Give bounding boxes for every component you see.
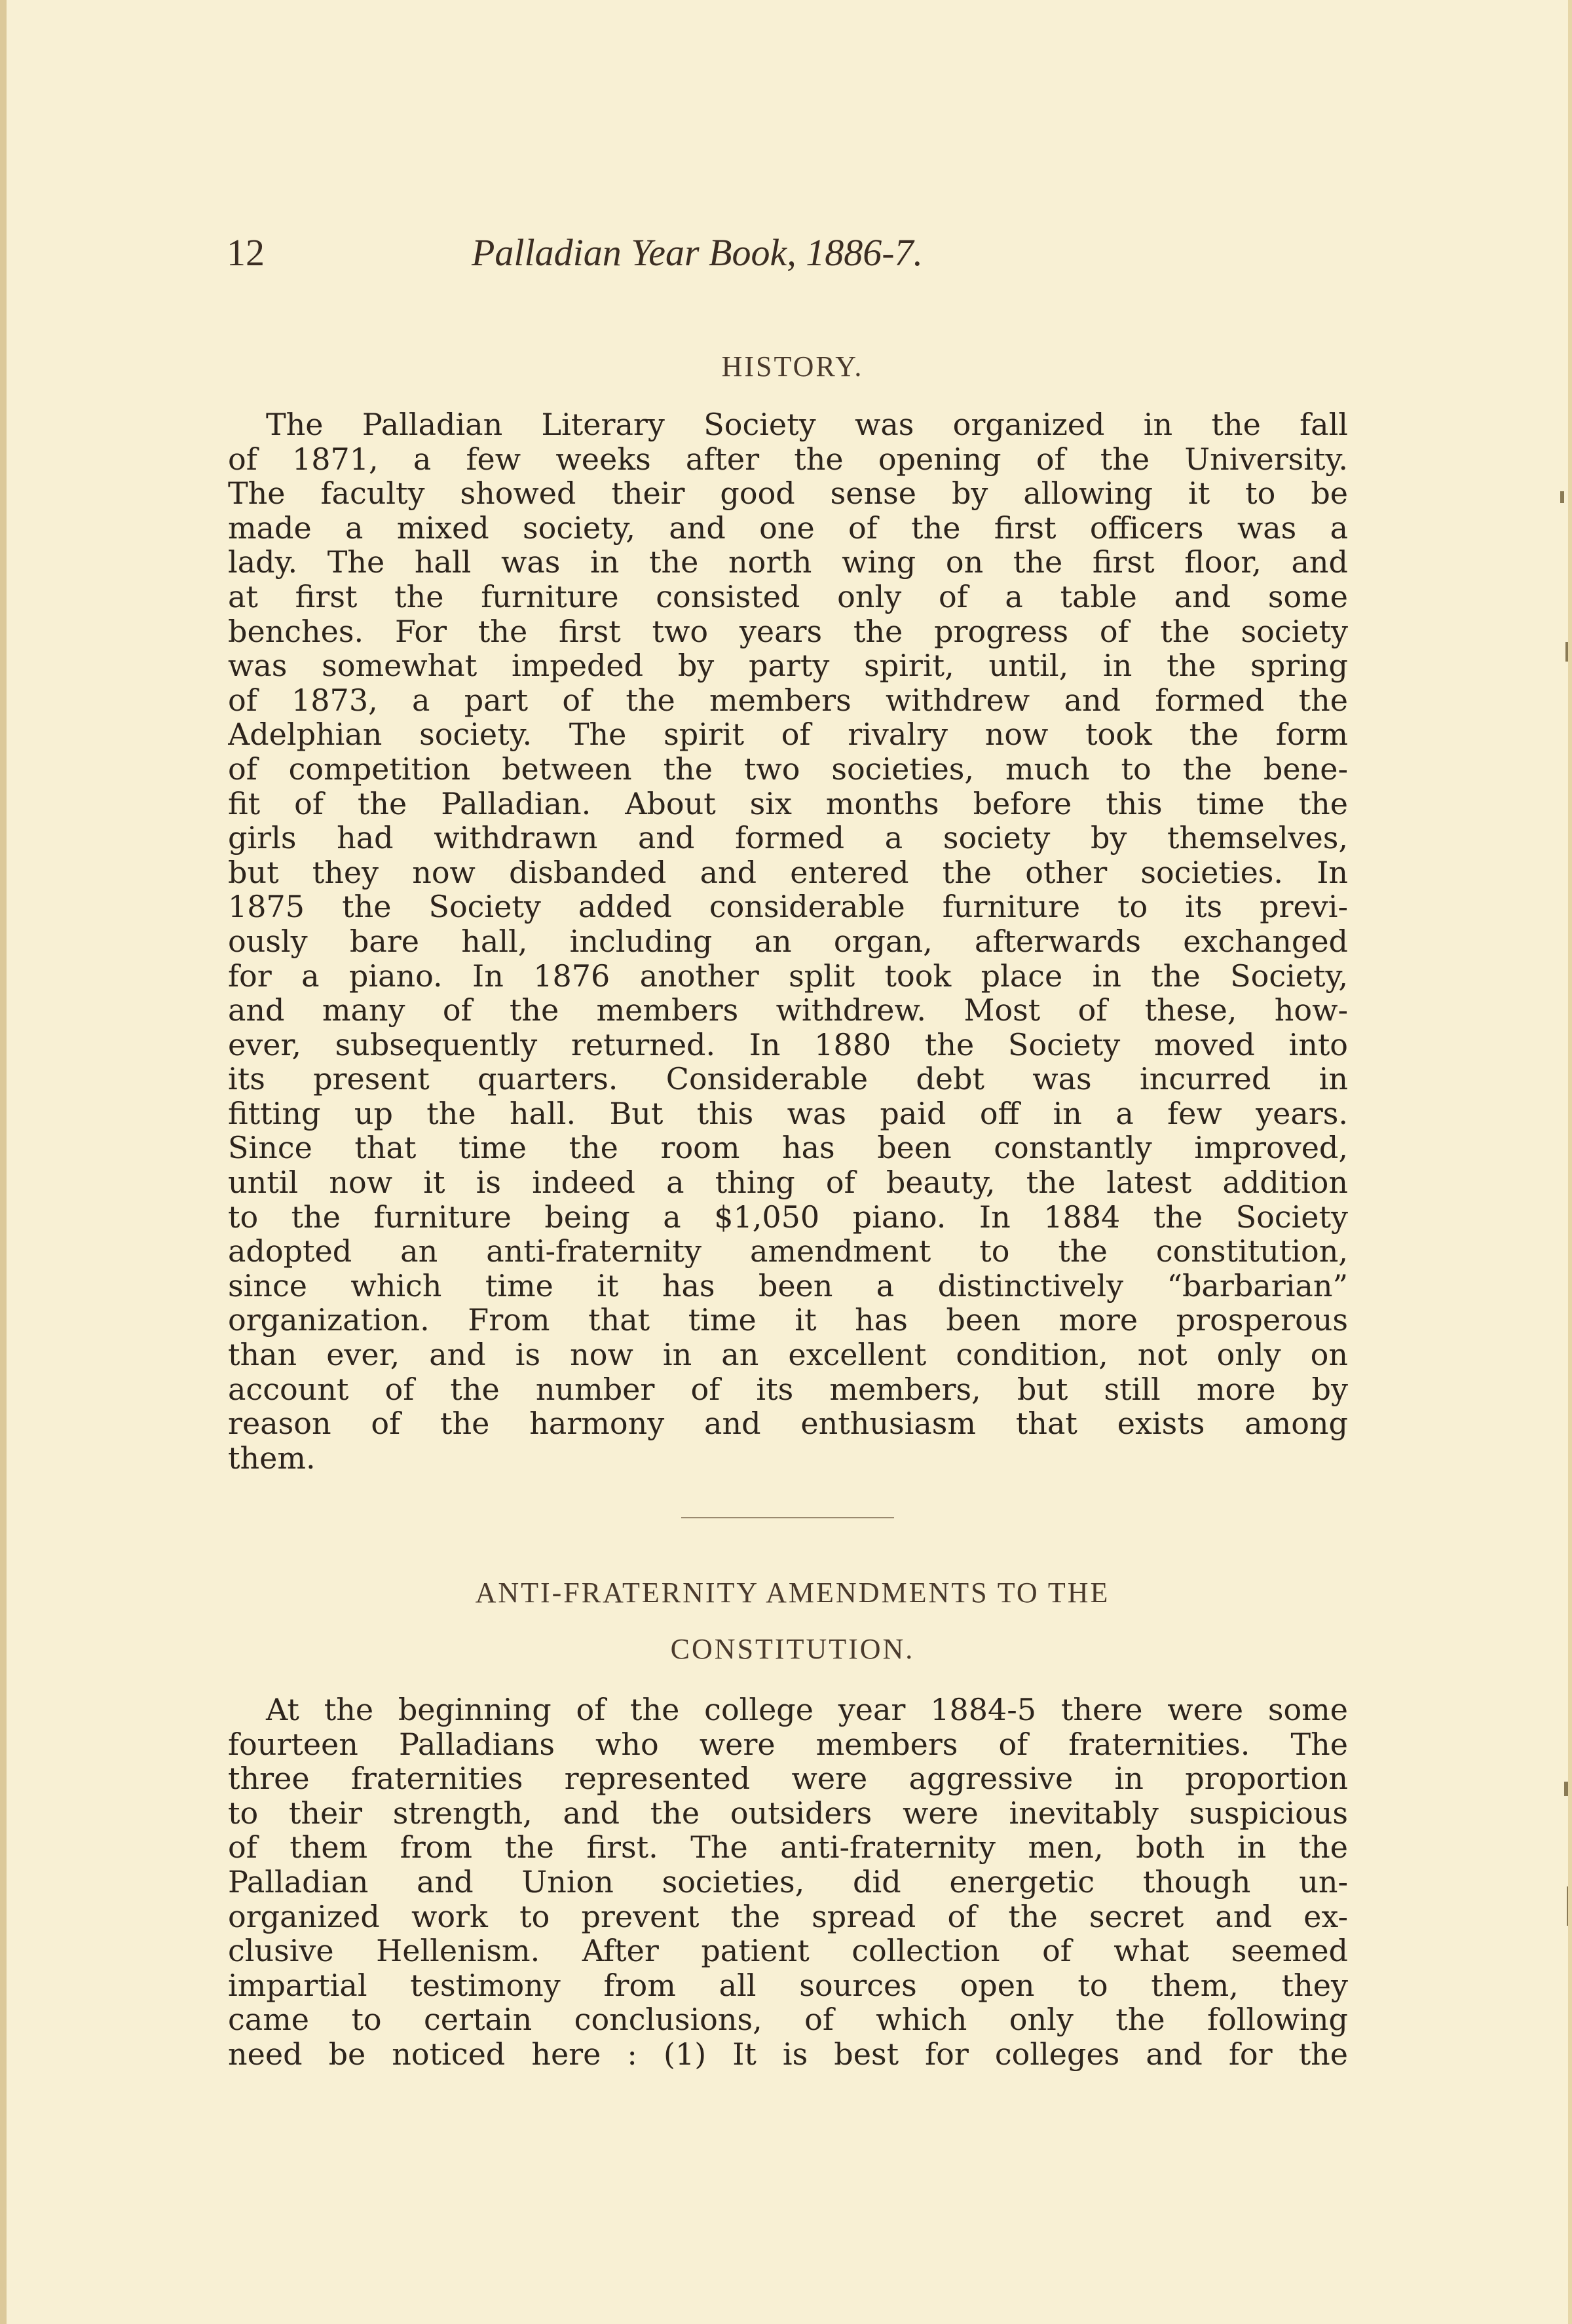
running-header	[227, 231, 1104, 283]
text-line: of 1873, a part of the members withdrew and formed the	[228, 683, 1348, 718]
page-edge-stain	[1567, 1886, 1572, 1926]
text-line: its present quarters. Considerable debt was incurred in	[228, 1062, 1348, 1096]
page-number: 12	[227, 231, 265, 274]
text-line: The faculty showed their good sense by allowing it to be	[228, 476, 1348, 511]
text-line: than ever, and is now in an excellent condition, not only on	[228, 1338, 1348, 1372]
text-line: until now it is indeed a thing of beauty, the latest addition	[228, 1165, 1348, 1200]
text-line: 1875 the Society added considerable furniture to its previ-	[228, 890, 1348, 924]
text-line: girls had withdrawn and formed a society by themselves,	[228, 821, 1348, 855]
amendments-heading-line-1: ANTI-FRATERNITY AMENDMENTS TO THE	[475, 1577, 1110, 1609]
running-title: Palladian Year Book, 1886-7.	[472, 231, 924, 274]
text-line: fitting up the hall. But this was paid off in a few years.	[228, 1096, 1348, 1131]
text-line: At the beginning of the college year 1884-5 there were some	[266, 1693, 1348, 1727]
text-line: The Palladian Literary Society was organized in the fall	[266, 407, 1348, 442]
text-line: came to certain conclusions, of which only the following	[228, 2002, 1348, 2037]
page-edge-stain	[1564, 1782, 1568, 1796]
text-line: Since that time the room has been constantly improved,	[228, 1131, 1348, 1166]
text-line: benches. For the first two years the progress of the society	[228, 614, 1348, 649]
text-line: organization. From that time it has been more prosperous	[228, 1303, 1348, 1338]
text-line: made a mixed society, and one of the first officers was a	[228, 510, 1348, 546]
text-line: organized work to prevent the spread of the secret and ex-	[228, 1899, 1348, 1934]
page-edge-stain	[1560, 491, 1564, 503]
text-line: reason of the harmony and enthusiasm that exists among	[228, 1406, 1348, 1441]
text-line: clusive Hellenism. After patient collection of what seemed	[228, 1934, 1348, 1968]
amendments-heading-line-2: CONSTITUTION.	[670, 1633, 915, 1665]
text-line: and many of the members withdrew. Most of these, how-	[228, 993, 1348, 1028]
text-line: adopted an anti-fraternity amendment to the constitution,	[228, 1234, 1348, 1269]
text-line: account of the number of its members, but still more by	[228, 1372, 1348, 1407]
section-divider	[681, 1517, 894, 1518]
text-line: to their strength, and the outsiders were inevitably suspicious	[228, 1795, 1348, 1831]
text-line: ously bare hall, including an organ, afterwards exchanged	[228, 924, 1348, 959]
text-line: but they now disbanded and entered the other societies. In	[228, 855, 1348, 890]
text-line: Adelphian society. The spirit of rivalry now took the form	[228, 717, 1348, 752]
text-line: lady. The hall was in the north wing on the first floor, and	[228, 545, 1348, 580]
text-line: to the furniture being a $1,050 piano. In 1884 the Society	[228, 1199, 1348, 1235]
amendments-paragraph	[228, 1693, 1348, 2072]
text-line: impartial testimony from all sources open to them, they	[228, 1968, 1348, 2003]
history-heading: HISTORY.	[721, 350, 864, 383]
text-line: of competition between the two societies, much to the bene-	[228, 751, 1348, 787]
text-line: fourteen Palladians who were members of fraternities. The	[228, 1727, 1348, 1762]
text-line: fit of the Palladian. About six months before this time the	[228, 786, 1348, 821]
text-line: them.	[228, 1440, 316, 1476]
text-line: for a piano. In 1876 another split took place in the Society,	[228, 958, 1348, 994]
text-line: Palladian and Union societies, did energetic though un-	[228, 1864, 1348, 1900]
text-line: since which time it has been a distinctively “barbarian”	[228, 1268, 1348, 1303]
page-edge-stain	[1565, 642, 1569, 662]
text-line: of them from the first. The anti-fraternity men, both in the	[228, 1830, 1348, 1865]
text-line: at first the furniture consisted only of a table and some	[228, 579, 1348, 614]
text-line: ever, subsequently returned. In 1880 the Society moved into	[228, 1027, 1348, 1062]
history-paragraph	[228, 407, 1348, 1475]
text-line: was somewhat impeded by party spirit, until, in the spring	[228, 648, 1348, 683]
text-line: need be noticed here : (1) It is best for colleges and for the	[228, 2036, 1348, 2072]
text-line: three fraternities represented were aggressive in proportion	[228, 1761, 1348, 1796]
text-line: of 1871, a few weeks after the opening of the University.	[228, 441, 1348, 477]
